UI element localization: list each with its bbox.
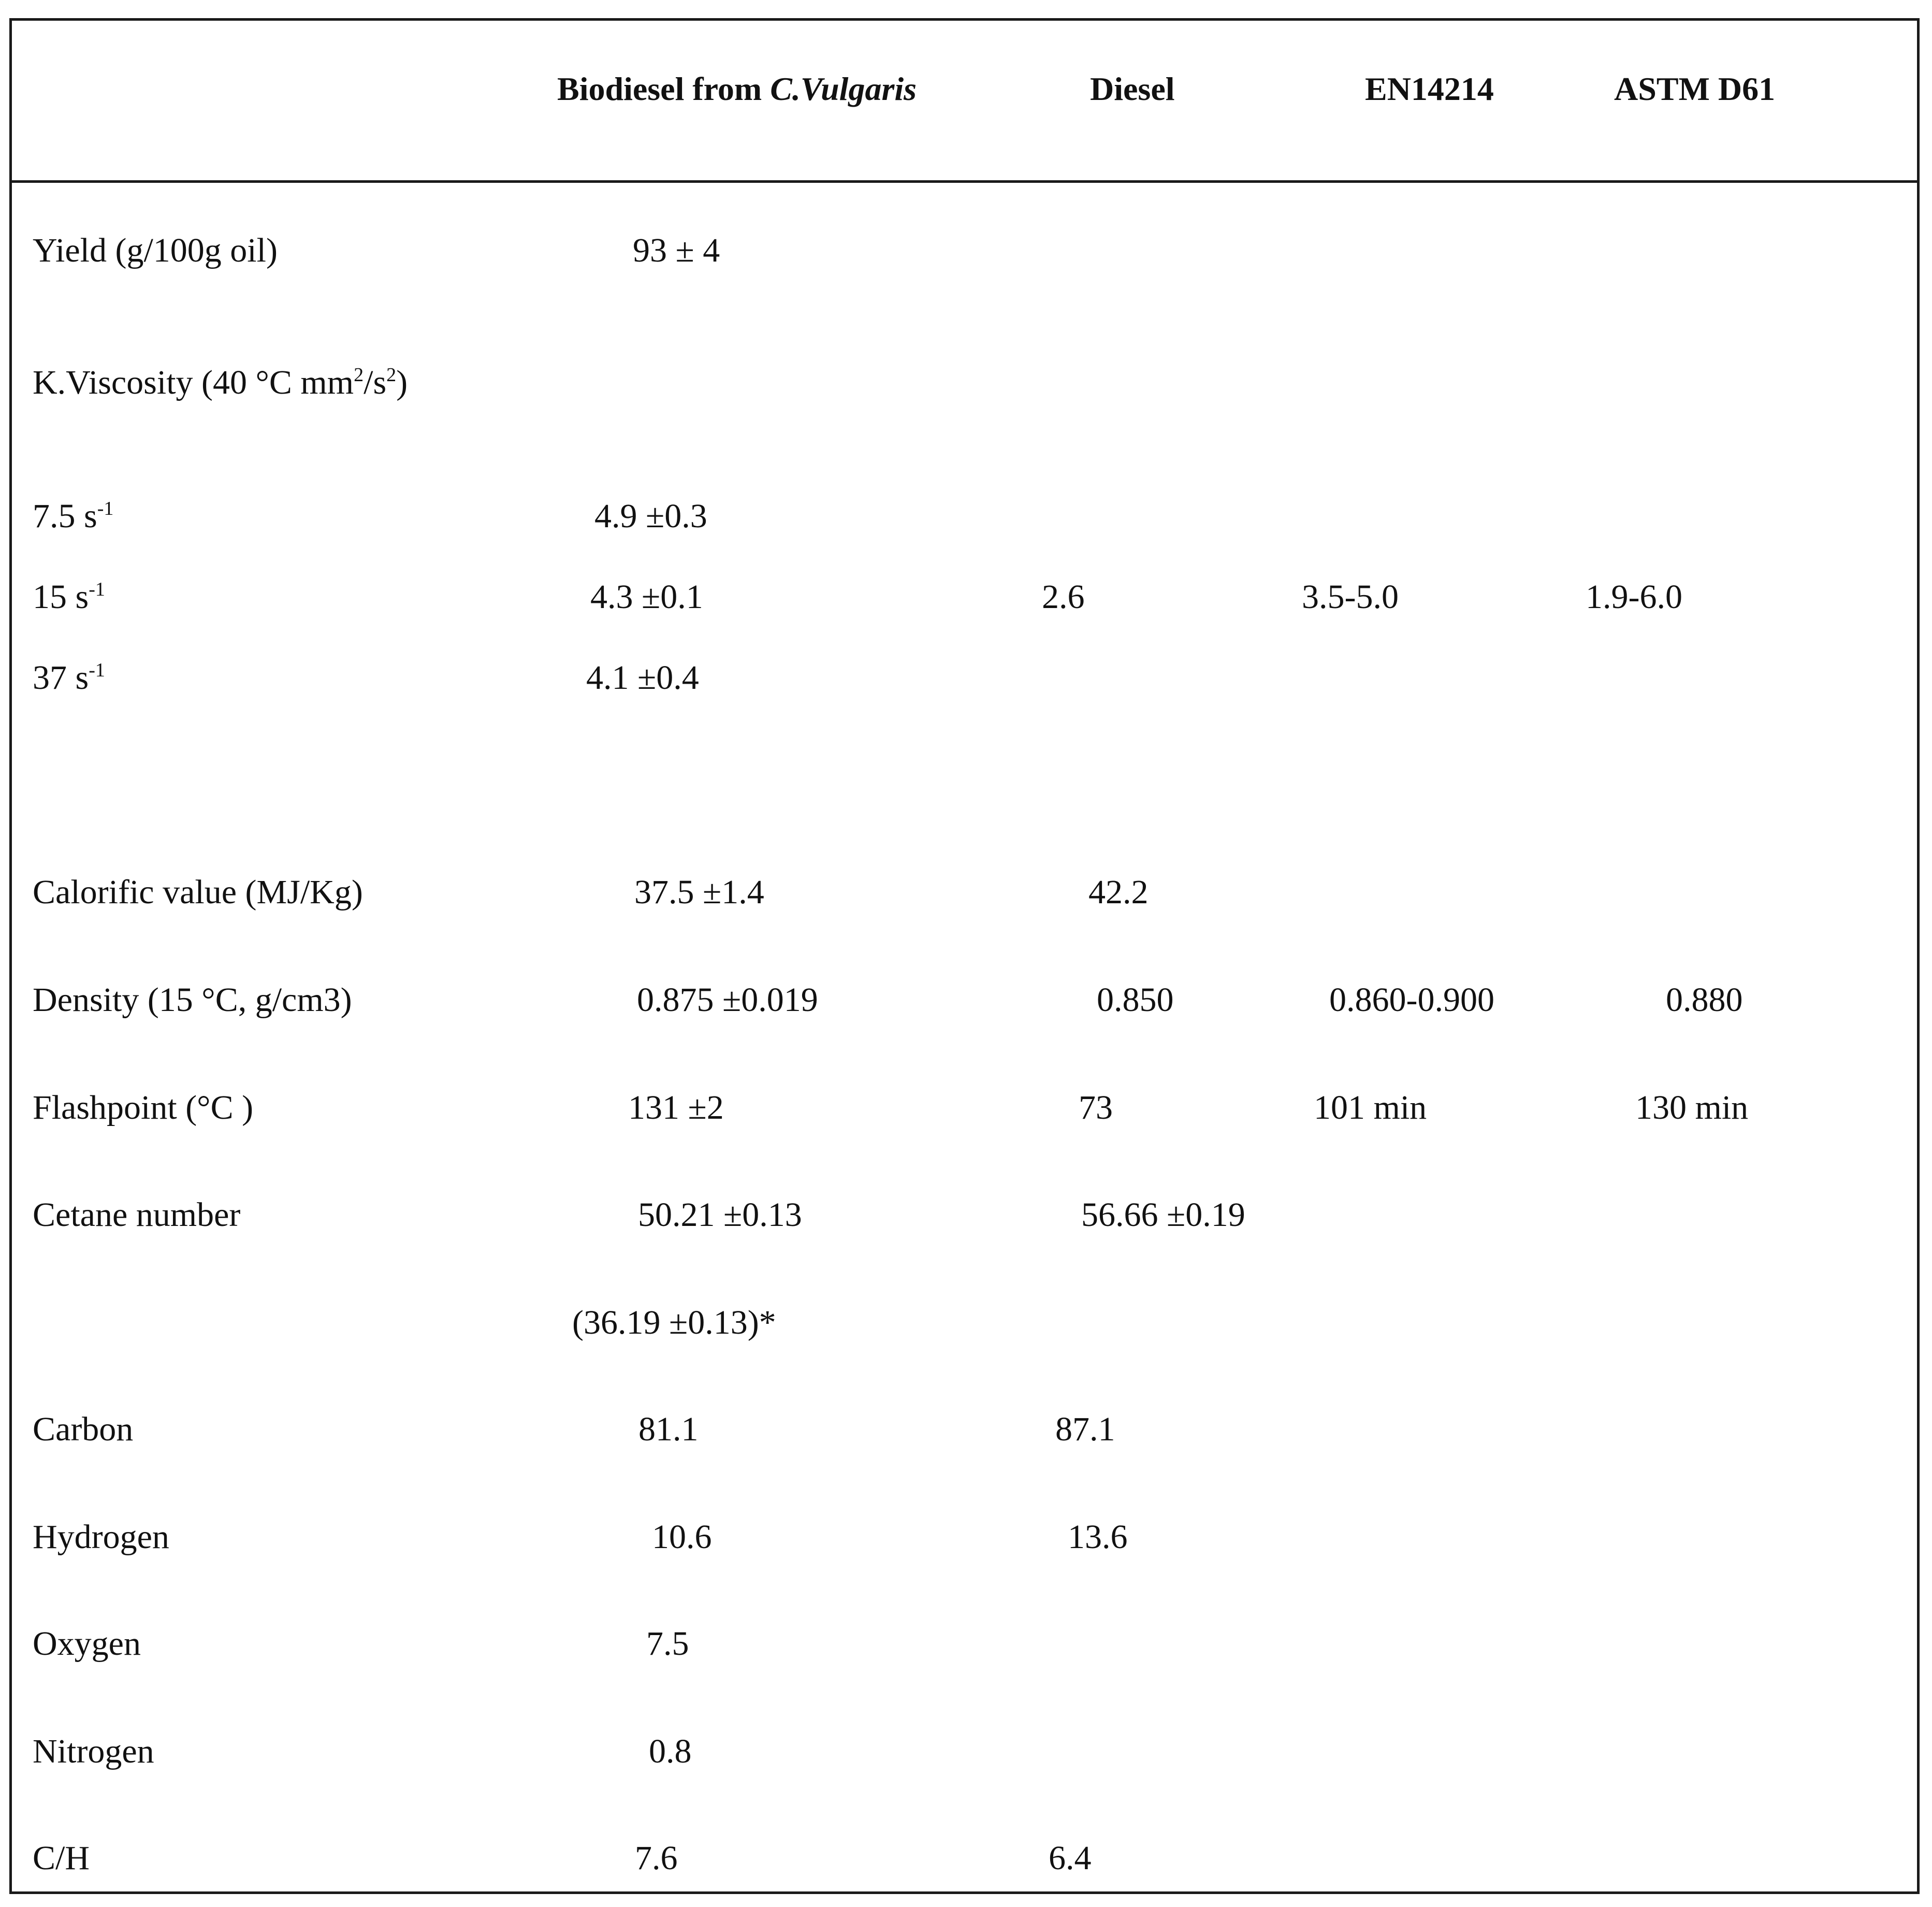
row-label-oxygen: Oxygen bbox=[33, 1625, 141, 1663]
row-label-nitrogen: Nitrogen bbox=[33, 1732, 154, 1770]
visc-37-biodiesel: 4.1 ±0.4 bbox=[586, 659, 699, 697]
density-diesel: 0.850 bbox=[1097, 981, 1174, 1019]
yield-biodiesel: 93 ± 4 bbox=[633, 232, 720, 269]
flashpoint-biodiesel: 131 ±2 bbox=[628, 1089, 724, 1126]
ch-biodiesel: 7.6 bbox=[635, 1839, 678, 1877]
carbon-diesel: 87.1 bbox=[1055, 1410, 1115, 1448]
visc-15-biodiesel: 4.3 ±0.1 bbox=[590, 578, 703, 616]
header-en14214: EN14214 bbox=[1365, 70, 1494, 107]
row-label-carbon: Carbon bbox=[33, 1410, 134, 1448]
density-biodiesel: 0.875 ±0.019 bbox=[637, 981, 818, 1019]
visc-7-5-biodiesel: 4.9 ±0.3 bbox=[594, 497, 707, 535]
flashpoint-astm: 130 min bbox=[1635, 1089, 1749, 1126]
species-name: C.Vulgaris bbox=[770, 70, 917, 107]
header-biodiesel: Biodiesel from C.Vulgaris bbox=[557, 70, 917, 107]
carbon-biodiesel: 81.1 bbox=[638, 1410, 699, 1448]
hydrogen-biodiesel: 10.6 bbox=[652, 1518, 712, 1556]
visc-15-diesel: 2.6 bbox=[1042, 578, 1085, 616]
row-label-7-5: 7.5 $s^{-1}$ bbox=[33, 497, 114, 535]
visc-15-en14214: 3.5-5.0 bbox=[1302, 578, 1399, 616]
row-label-calorific: Calorific value (MJ/Kg) bbox=[33, 873, 363, 911]
density-en14214: 0.860-0.900 bbox=[1329, 981, 1494, 1019]
cetane-biodiesel: 50.21 ±0.13 bbox=[638, 1196, 802, 1234]
row-label-kviscosity: K.Viscosity (40 °C $mm^2/s^2$) bbox=[33, 364, 408, 401]
row-label-yield: Yield (g/100g oil) bbox=[33, 232, 278, 269]
header-astm: ASTM D61 bbox=[1614, 70, 1776, 107]
cetane-biodiesel-alt: (36.19 ±0.13)* bbox=[572, 1304, 776, 1341]
nitrogen-biodiesel: 0.8 bbox=[649, 1732, 692, 1770]
row-label-density: Density (15 °C, g/cm3) bbox=[33, 981, 352, 1019]
cetane-diesel: 56.66 ±0.19 bbox=[1081, 1196, 1245, 1234]
table-frame bbox=[9, 18, 1920, 1894]
visc-15-astm: 1.9-6.0 bbox=[1586, 578, 1682, 616]
flashpoint-en14214: 101 min bbox=[1314, 1089, 1427, 1126]
row-label-37: 37 $s^{-1}$ bbox=[33, 659, 105, 697]
row-label-hydrogen: Hydrogen bbox=[33, 1518, 169, 1556]
row-label-ch: C/H bbox=[33, 1839, 90, 1877]
row-label-cetane: Cetane number bbox=[33, 1196, 241, 1234]
calorific-biodiesel: 37.5 ±1.4 bbox=[634, 873, 764, 911]
density-astm: 0.880 bbox=[1666, 981, 1743, 1019]
calorific-diesel: 42.2 bbox=[1088, 873, 1149, 911]
row-label-flashpoint: Flashpoint (°C ) bbox=[33, 1089, 254, 1126]
row-label-15: 15 $s^{-1}$ bbox=[33, 578, 105, 616]
header-diesel: Diesel bbox=[1090, 70, 1175, 107]
hydrogen-diesel: 13.6 bbox=[1068, 1518, 1128, 1556]
ch-diesel: 6.4 bbox=[1049, 1839, 1092, 1877]
header-divider bbox=[12, 180, 1917, 183]
flashpoint-diesel: 73 bbox=[1079, 1089, 1113, 1126]
oxygen-biodiesel: 7.5 bbox=[646, 1625, 689, 1663]
